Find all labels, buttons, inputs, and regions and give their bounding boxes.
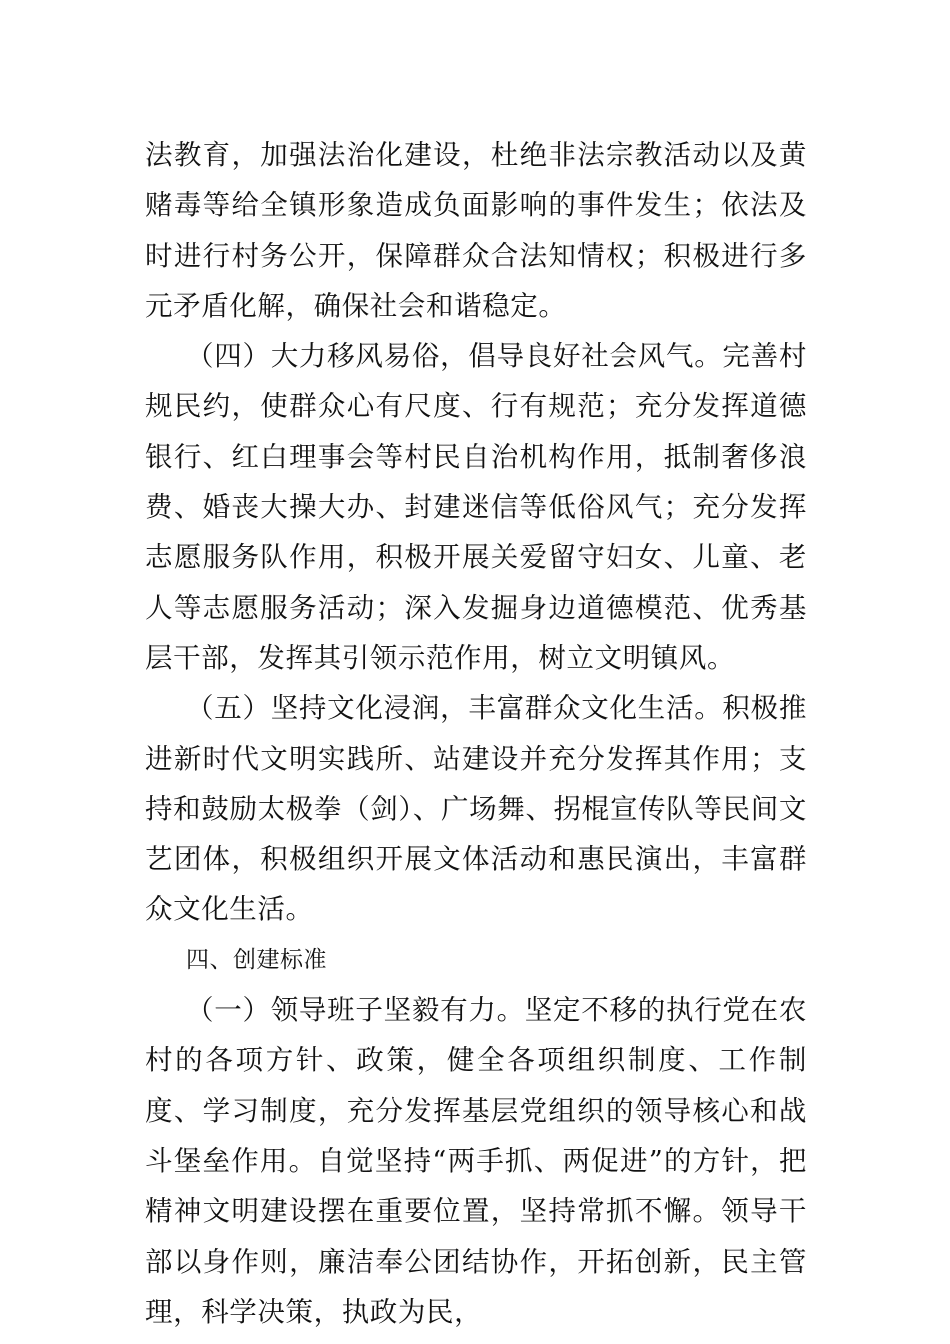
document-page xyxy=(145,130,807,1337)
paragraph-section-5: （五）坚持文化浸润，丰富群众文化生活。积极推进新时代文明实践所、站建设并充分发挥其作用；支持和鼓励太极拳（剑）、广场舞、拐棍宣传队等民间文艺团体，积极组织开展文体活动和惠民演出，丰富群众文化生活。 xyxy=(145,692,807,926)
paragraph-section-4: （四）大力移风易俗，倡导良好社会风气。完善村规民约，使群众心有尺度、行有规范；充分发挥道德银行、红白理事会等村民自治机构作用，抵制奢侈浪费、婚丧大操大办、封建迷信等低俗风气；充分发挥志愿服务队作用，积极开展关爱留守妇女、儿童、老人等志愿服务活动；深入发掘身边道德模范、优秀基层干部，发挥其引领示范作用，树立文明镇风。 xyxy=(145,340,807,674)
paragraph-continuation: 法教育，加强法治化建设，杜绝非法宗教活动以及黄赌毒等给全镇形象造成负面影响的事件发生；依法及时进行村务公开，保障群众合法知情权；积极进行多元矛盾化解，确保社会和谐稳定。 xyxy=(145,139,807,322)
section-heading: 四、创建标准 xyxy=(186,946,327,973)
paragraph-standard-1: （一）领导班子坚毅有力。坚定不移的执行党在农村的各项方针、政策，健全各项组织制度、工作制度、学习制度，充分发挥基层党组织的领导核心和战斗堡垒作用。自觉坚持“两手抓、两促进”的方针，把精神文明建设摆在重要位置，坚持常抓不懈。领导干部以身作则，廉洁奉公团结协作，开拓创新，民主管理，科学决策，执政为民， xyxy=(145,994,807,1328)
